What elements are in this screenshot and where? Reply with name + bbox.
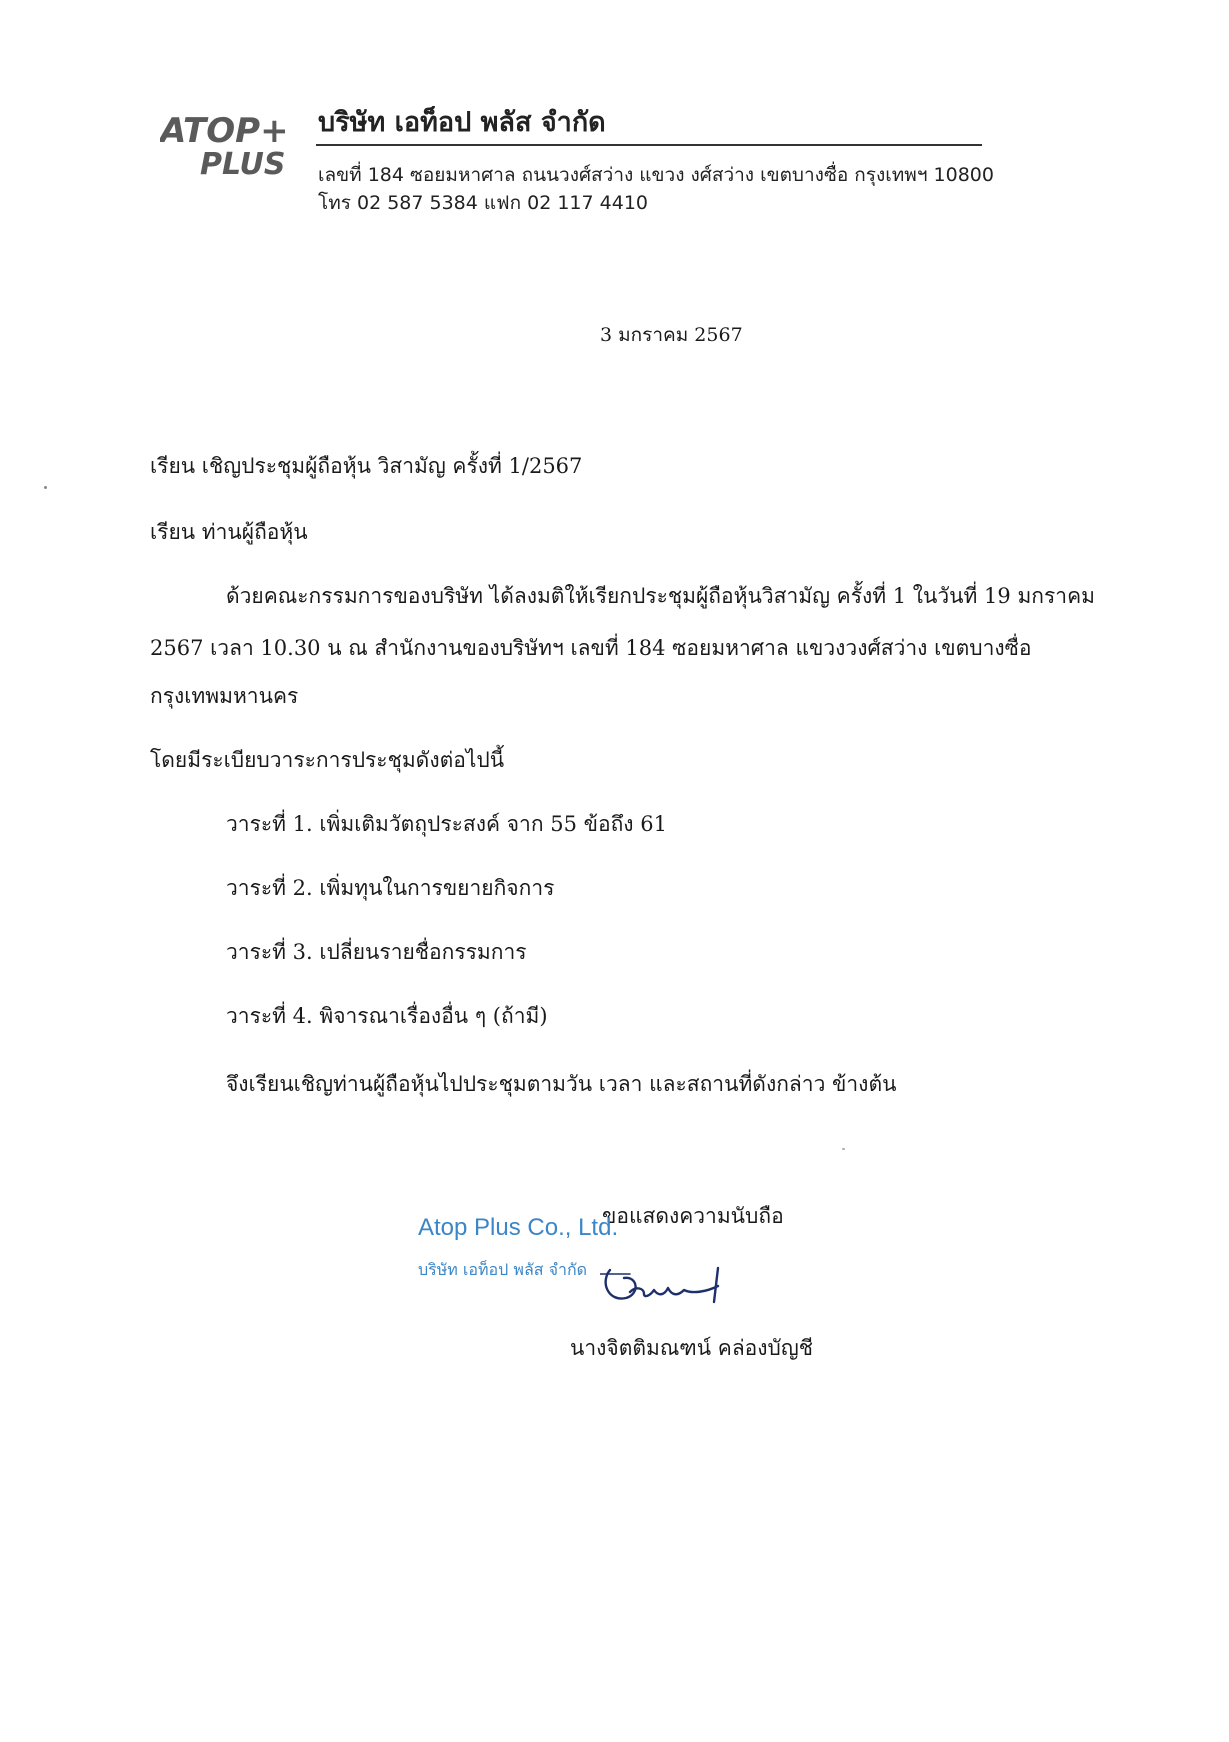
paragraph-line-1: ด้วยคณะกรรมการของบริษัท ได้ลงมติให้เรียกประชุมผู้ถือหุ้นวิสามัญ ครั้งที่ 1 ในวันที่ 19 มกราคม	[226, 584, 1095, 608]
svg-text:ATOP+: ATOP+	[160, 112, 289, 151]
paragraph-line-2: 2567 เวลา 10.30 น ณ สำนักงานของบริษัทฯ เลขที่ 184 ซอยมหาศาล แขวงวงศ์สว่าง เขตบางซื่อ	[150, 636, 1032, 660]
company-stamp-thai: บริษัท เอท็อป พลัส จำกัด	[418, 1260, 588, 1279]
paragraph-line-3: กรุงเทพมหานคร	[150, 684, 299, 708]
company-contact: โทร 02 587 5384 แฟก 02 117 4410	[318, 192, 649, 214]
agenda-item-2: วาระที่ 2. เพิ่มทุนในการขยายกิจการ	[226, 876, 555, 900]
scan-speck	[44, 486, 47, 489]
company-address: เลขที่ 184 ซอยมหาศาล ถนนวงศ์สว่าง แขวง งศ์สว่าง เขตบางซื่อ กรุงเทพฯ 10800	[318, 164, 994, 186]
svg-text:PLUS: PLUS	[200, 147, 286, 182]
company-stamp-english: Atop Plus Co., Ltd.	[418, 1214, 619, 1241]
closing-paragraph: จึงเรียนเชิญท่านผู้ถือหุ้นไปประชุมตามวัน เวลา และสถานที่ดังกล่าว ข้างต้น	[226, 1072, 897, 1096]
scan-speck	[842, 1148, 845, 1150]
agenda-item-4: วาระที่ 4. พิจารณาเรื่องอื่น ๆ (ถ้ามี)	[226, 1004, 548, 1028]
signer-name: นางจิตติมณฑน์ คล่องบัญชี	[570, 1336, 814, 1360]
header-divider	[316, 144, 982, 146]
company-name: บริษัท เอท็อป พลัส จำกัด	[318, 107, 606, 138]
handwritten-signature	[600, 1262, 740, 1312]
letter-subject: เรียน เชิญประชุมผู้ถือหุ้น วิสามัญ ครั้งที่ 1/2567	[150, 454, 583, 478]
agenda-item-3: วาระที่ 3. เปลี่ยนรายชื่อกรรมการ	[226, 940, 527, 964]
letter-recipient: เรียน ท่านผู้ถือหุ้น	[150, 520, 308, 544]
company-logo	[160, 112, 300, 182]
regards: ขอแสดงความนับถือ	[602, 1204, 784, 1228]
agenda-item-1: วาระที่ 1. เพิ่มเติมวัตถุประสงค์ จาก 55 ข้อถึง 61	[226, 812, 667, 836]
letter-date: 3 มกราคม 2567	[600, 324, 743, 346]
agenda-intro: โดยมีระเบียบวาระการประชุมดังต่อไปนี้	[150, 748, 505, 772]
